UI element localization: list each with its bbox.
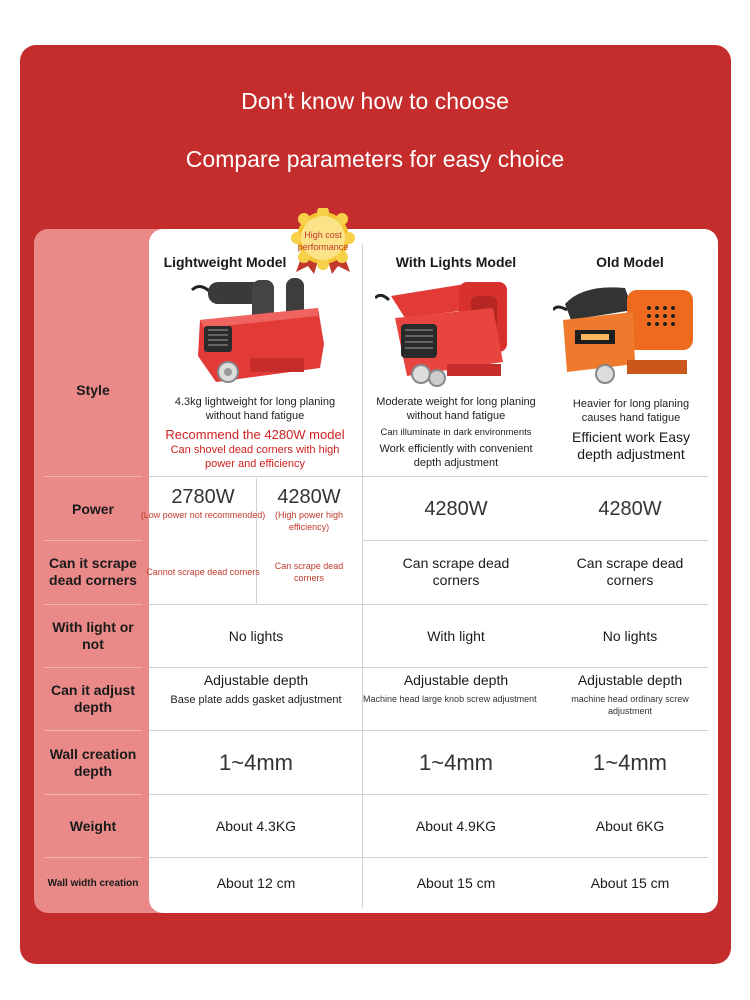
lightweight-planer-image: [190, 272, 330, 392]
adjust-lights: Adjustable depth Machine head large knob screw adjustment: [363, 672, 537, 704]
power-lights: 4280W: [424, 497, 488, 520]
light-old: No lights: [602, 627, 658, 644]
scrape-lights: Can scrape dead corners: [402, 555, 510, 588]
style-desc-lightweight: 4.3kg lightweight for long planing without hand fatigue Recommend the 4280W model Can shovel dead corners with high power and efficiency: [165, 396, 345, 470]
wall-depth-lightweight: 1~4mm: [219, 749, 293, 775]
style-desc-old: Heavier for long planing causes hand fatigue Efficient work Easy depth adjustment: [571, 398, 690, 462]
row-label-weight: Weight: [69, 817, 117, 834]
row-label-wall-depth: Wall creation depth: [49, 745, 137, 779]
scrape-lightweight-2780: Cannot scrape dead corners: [146, 567, 260, 577]
power-lightweight-2780: 2780W (Low power not recommended): [140, 486, 266, 520]
row-label-scrape: Can it scrape dead corners: [49, 555, 137, 588]
style-desc-lights: Moderate weight for long planing without hand fatigue Can illuminate in dark environments Work efficiently with convenient depth adjustment: [376, 395, 536, 469]
row-label-adjust: Can it adjust depth: [50, 682, 135, 715]
lights-planer-image: [375, 278, 525, 390]
light-lightweight: No lights: [228, 627, 284, 644]
wall-width-lights: About 15 cm: [416, 874, 496, 891]
weight-old: About 6KG: [595, 817, 665, 834]
power-lightweight-4280: 4280W (High power high efficiency): [274, 486, 344, 532]
model-header-old: Old Model: [596, 254, 664, 270]
weight-lights: About 4.9KG: [415, 817, 497, 834]
weight-lightweight: About 4.3KG: [215, 817, 297, 834]
old-planer-image: [553, 280, 703, 390]
model-header-lightweight: Lightweight Model: [163, 254, 287, 270]
scrape-old: Can scrape dead corners: [576, 555, 684, 588]
wall-width-lightweight: About 12 cm: [216, 874, 296, 891]
row-divider: [149, 476, 708, 477]
power-old: 4280W: [598, 497, 662, 520]
row-label-style: Style: [76, 381, 110, 398]
row-divider: [149, 667, 708, 668]
badge-text: High cost performance: [297, 230, 349, 252]
scrape-lightweight-4280: Can scrape dead corners: [274, 561, 344, 583]
adjust-old: Adjustable depth machine head ordinary screw adjustment: [571, 672, 689, 716]
row-label-wall-width: Wall width creation: [47, 877, 139, 889]
wall-depth-old: 1~4mm: [593, 749, 667, 775]
page-subtitle: Compare parameters for easy choice: [185, 146, 565, 172]
row-label-light: With light or not: [52, 619, 134, 652]
page-title: Don't know how to choose: [241, 88, 509, 114]
wall-depth-lights: 1~4mm: [419, 749, 493, 775]
wall-width-old: About 15 cm: [590, 874, 670, 891]
row-divider: [44, 476, 142, 477]
row-label-power: Power: [71, 500, 114, 517]
adjust-lightweight: Adjustable depth Base plate adds gasket adjustment: [170, 672, 342, 706]
light-lights: With light: [427, 627, 485, 644]
model-header-lights: With Lights Model: [395, 254, 517, 270]
